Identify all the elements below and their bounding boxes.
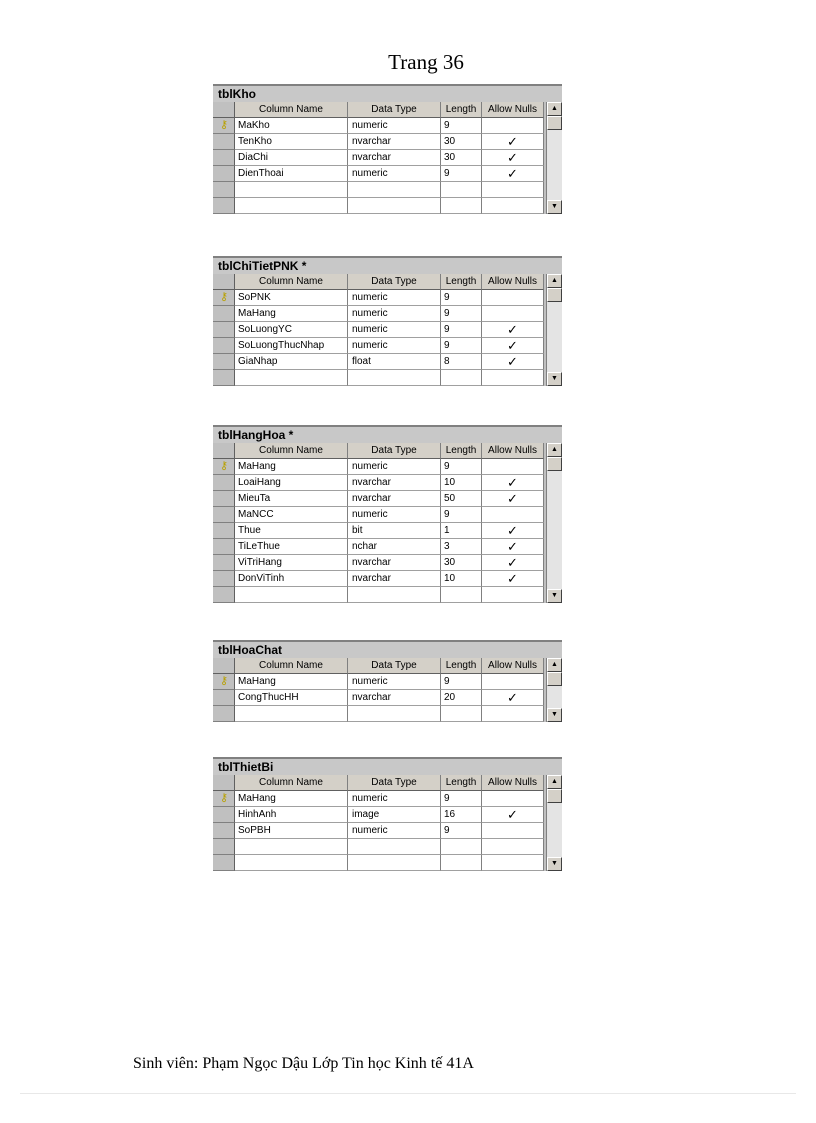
length-cell[interactable] — [441, 587, 482, 603]
checkmark-icon: ✓ — [507, 523, 518, 538]
table-row[interactable] — [213, 290, 562, 306]
footer-student-info: Sinh viên: Phạm Ngọc Dậu Lớp Tin học Kinh tế 41A — [133, 1055, 474, 1072]
length-cell[interactable]: 8 — [441, 354, 482, 370]
checkmark-icon: ✓ — [507, 807, 518, 822]
scroll-down-arrow-icon[interactable]: ▼ — [547, 200, 562, 214]
row-selector[interactable] — [213, 459, 235, 475]
row-selector[interactable] — [213, 571, 235, 587]
table-row[interactable] — [213, 338, 562, 354]
data-type-cell[interactable]: numeric — [348, 306, 441, 322]
checkmark-icon: ✓ — [507, 322, 518, 337]
header-row — [213, 775, 562, 791]
column-name-cell[interactable]: SoPNK — [235, 290, 348, 306]
column-name-cell[interactable] — [235, 182, 348, 198]
table-panel-tblkho[interactable] — [213, 84, 562, 214]
row-selector-header — [213, 102, 235, 118]
table-title: tblChiTietPNK * — [213, 258, 562, 274]
length-cell[interactable] — [441, 198, 482, 214]
data-type-cell[interactable]: numeric — [348, 507, 441, 523]
length-cell[interactable]: 9 — [441, 674, 482, 690]
allow-nulls-cell[interactable] — [482, 807, 544, 823]
allow-nulls-cell[interactable] — [482, 823, 544, 839]
data-type-cell[interactable] — [348, 587, 441, 603]
scroll-down-arrow-icon[interactable]: ▼ — [547, 708, 562, 722]
data-type-cell[interactable]: nvarchar — [348, 475, 441, 491]
column-grid[interactable] — [213, 658, 562, 722]
data-type-cell[interactable]: numeric — [348, 674, 441, 690]
allow-nulls-cell[interactable] — [482, 354, 544, 370]
allow-nulls-cell[interactable] — [482, 706, 544, 722]
length-cell[interactable]: 10 — [441, 571, 482, 587]
scroll-thumb[interactable] — [547, 789, 562, 803]
scroll-up-arrow-icon[interactable]: ▲ — [547, 443, 562, 457]
column-name-cell[interactable]: GiaNhap — [235, 354, 348, 370]
row-selector[interactable] — [213, 166, 235, 182]
column-name-cell[interactable]: LoaiHang — [235, 475, 348, 491]
column-grid[interactable] — [213, 443, 562, 603]
table-row[interactable] — [213, 674, 562, 690]
row-selector-header — [213, 274, 235, 290]
data-type-cell[interactable]: image — [348, 807, 441, 823]
scroll-up-arrow-icon[interactable]: ▲ — [547, 775, 562, 789]
allow-nulls-cell[interactable] — [482, 118, 544, 134]
length-cell[interactable]: 9 — [441, 459, 482, 475]
row-selector[interactable] — [213, 839, 235, 855]
header-column-name[interactable]: Column Name — [235, 443, 348, 459]
table-row[interactable] — [213, 539, 562, 555]
header-data-type[interactable]: Data Type — [348, 775, 441, 791]
empty-row[interactable] — [213, 706, 562, 722]
length-cell[interactable]: 30 — [441, 134, 482, 150]
checkmark-icon: ✓ — [507, 491, 518, 506]
scroll-thumb[interactable] — [547, 288, 562, 302]
scroll-down-arrow-icon[interactable]: ▼ — [547, 857, 562, 871]
length-cell[interactable]: 9 — [441, 507, 482, 523]
column-name-cell[interactable]: MieuTa — [235, 491, 348, 507]
row-selector[interactable] — [213, 587, 235, 603]
row-selector[interactable] — [213, 674, 235, 690]
column-name-cell[interactable]: MaHang — [235, 791, 348, 807]
column-name-cell[interactable]: MaKho — [235, 118, 348, 134]
header-row — [213, 658, 562, 674]
checkmark-icon: ✓ — [507, 690, 518, 705]
table-title: tblKho — [213, 86, 562, 102]
table-row[interactable] — [213, 823, 562, 839]
data-type-cell[interactable]: float — [348, 354, 441, 370]
vertical-scrollbar[interactable] — [546, 775, 562, 871]
column-name-cell[interactable]: DonViTinh — [235, 571, 348, 587]
allow-nulls-cell[interactable] — [482, 839, 544, 855]
header-data-type[interactable]: Data Type — [348, 443, 441, 459]
row-selector[interactable] — [213, 555, 235, 571]
column-name-cell[interactable] — [235, 198, 348, 214]
key-icon: ⚷ — [220, 119, 229, 131]
table-panel-tblhanghoa[interactable] — [213, 425, 562, 603]
data-type-cell[interactable]: nvarchar — [348, 690, 441, 706]
allow-nulls-cell[interactable] — [482, 855, 544, 871]
allow-nulls-cell[interactable] — [482, 134, 544, 150]
row-selector[interactable] — [213, 306, 235, 322]
row-selector[interactable] — [213, 491, 235, 507]
length-cell[interactable]: 9 — [441, 306, 482, 322]
key-icon: ⚷ — [220, 792, 229, 804]
header-column-name[interactable]: Column Name — [235, 274, 348, 290]
header-data-type[interactable]: Data Type — [348, 274, 441, 290]
header-allow-nulls[interactable]: Allow Nulls — [482, 102, 544, 118]
column-name-cell[interactable]: TiLeThue — [235, 539, 348, 555]
scroll-up-arrow-icon[interactable]: ▲ — [547, 102, 562, 116]
length-cell[interactable]: 9 — [441, 322, 482, 338]
table-row[interactable] — [213, 354, 562, 370]
page-title: Trang 36 — [388, 50, 464, 74]
row-selector[interactable] — [213, 290, 235, 306]
column-name-cell[interactable]: MaNCC — [235, 507, 348, 523]
allow-nulls-cell[interactable] — [482, 459, 544, 475]
table-panel-tblthietbi[interactable] — [213, 757, 562, 871]
allow-nulls-cell[interactable] — [482, 290, 544, 306]
scroll-up-arrow-icon[interactable]: ▲ — [547, 658, 562, 672]
vertical-scrollbar[interactable] — [546, 658, 562, 722]
column-name-cell[interactable]: DienThoai — [235, 166, 348, 182]
table-row[interactable] — [213, 459, 562, 475]
length-cell[interactable]: 50 — [441, 491, 482, 507]
header-allow-nulls[interactable]: Allow Nulls — [482, 775, 544, 791]
allow-nulls-cell[interactable] — [482, 690, 544, 706]
empty-row[interactable] — [213, 587, 562, 603]
vertical-scrollbar[interactable] — [546, 102, 562, 214]
table-row[interactable] — [213, 134, 562, 150]
table-row[interactable] — [213, 491, 562, 507]
data-type-cell[interactable] — [348, 182, 441, 198]
checkmark-icon: ✓ — [507, 134, 518, 149]
table-row[interactable] — [213, 571, 562, 587]
column-name-cell[interactable]: MaHang — [235, 306, 348, 322]
allow-nulls-cell[interactable] — [482, 507, 544, 523]
length-cell[interactable]: 3 — [441, 539, 482, 555]
table-row[interactable] — [213, 555, 562, 571]
data-type-cell[interactable]: nvarchar — [348, 150, 441, 166]
data-type-cell[interactable] — [348, 370, 441, 386]
length-cell[interactable]: 9 — [441, 791, 482, 807]
row-selector[interactable] — [213, 475, 235, 491]
table-row[interactable] — [213, 690, 562, 706]
data-type-cell[interactable]: numeric — [348, 338, 441, 354]
data-type-cell[interactable] — [348, 839, 441, 855]
allow-nulls-cell[interactable] — [482, 166, 544, 182]
table-row[interactable] — [213, 118, 562, 134]
data-type-cell[interactable]: nvarchar — [348, 134, 441, 150]
length-cell[interactable]: 9 — [441, 166, 482, 182]
column-grid[interactable] — [213, 775, 562, 871]
header-row — [213, 443, 562, 459]
row-selector[interactable] — [213, 855, 235, 871]
table-row[interactable] — [213, 807, 562, 823]
length-cell[interactable] — [441, 839, 482, 855]
checkmark-icon: ✓ — [507, 166, 518, 181]
data-type-cell[interactable]: nvarchar — [348, 555, 441, 571]
row-selector[interactable] — [213, 322, 235, 338]
column-name-cell[interactable] — [235, 587, 348, 603]
page-divider — [20, 1093, 796, 1094]
length-cell[interactable]: 9 — [441, 118, 482, 134]
table-row[interactable] — [213, 150, 562, 166]
scroll-thumb[interactable] — [547, 116, 562, 130]
table-row[interactable] — [213, 322, 562, 338]
row-selector[interactable] — [213, 807, 235, 823]
checkmark-icon: ✓ — [507, 539, 518, 554]
column-name-cell[interactable]: MaHang — [235, 674, 348, 690]
row-selector[interactable] — [213, 338, 235, 354]
allow-nulls-cell[interactable] — [482, 338, 544, 354]
table-row[interactable] — [213, 475, 562, 491]
data-type-cell[interactable]: numeric — [348, 290, 441, 306]
row-selector[interactable] — [213, 150, 235, 166]
column-name-cell[interactable]: SoLuongThucNhap — [235, 338, 348, 354]
column-name-cell[interactable]: MaHang — [235, 459, 348, 475]
key-icon: ⚷ — [220, 675, 229, 687]
allow-nulls-cell[interactable] — [482, 523, 544, 539]
column-name-cell[interactable]: CongThucHH — [235, 690, 348, 706]
row-selector-header — [213, 658, 235, 674]
length-cell[interactable] — [441, 855, 482, 871]
row-selector-header — [213, 775, 235, 791]
header-length[interactable]: Length — [441, 443, 482, 459]
allow-nulls-cell[interactable] — [482, 539, 544, 555]
column-grid[interactable] — [213, 274, 562, 386]
length-cell[interactable] — [441, 182, 482, 198]
scroll-up-arrow-icon[interactable]: ▲ — [547, 274, 562, 288]
column-name-cell[interactable]: SoLuongYC — [235, 322, 348, 338]
length-cell[interactable]: 9 — [441, 290, 482, 306]
empty-row[interactable] — [213, 370, 562, 386]
row-selector[interactable] — [213, 706, 235, 722]
column-name-cell[interactable]: DiaChi — [235, 150, 348, 166]
length-cell[interactable] — [441, 370, 482, 386]
data-type-cell[interactable]: nvarchar — [348, 571, 441, 587]
row-selector[interactable] — [213, 539, 235, 555]
header-data-type[interactable]: Data Type — [348, 658, 441, 674]
column-name-cell[interactable]: TenKho — [235, 134, 348, 150]
table-panel-tblhoachat[interactable] — [213, 640, 562, 722]
scroll-down-arrow-icon[interactable]: ▼ — [547, 589, 562, 603]
header-length[interactable]: Length — [441, 274, 482, 290]
length-cell[interactable]: 10 — [441, 475, 482, 491]
empty-row[interactable] — [213, 198, 562, 214]
table-row[interactable] — [213, 523, 562, 539]
vertical-scrollbar[interactable] — [546, 274, 562, 386]
column-name-cell[interactable]: SoPBH — [235, 823, 348, 839]
row-selector[interactable] — [213, 134, 235, 150]
column-name-cell[interactable]: Thue — [235, 523, 348, 539]
allow-nulls-cell[interactable] — [482, 674, 544, 690]
table-row[interactable] — [213, 507, 562, 523]
vertical-scrollbar[interactable] — [546, 443, 562, 603]
column-name-cell[interactable]: HinhAnh — [235, 807, 348, 823]
header-column-name[interactable]: Column Name — [235, 102, 348, 118]
length-cell[interactable]: 30 — [441, 150, 482, 166]
column-name-cell[interactable]: ViTriHang — [235, 555, 348, 571]
header-column-name[interactable]: Column Name — [235, 775, 348, 791]
header-row — [213, 274, 562, 290]
header-column-name[interactable]: Column Name — [235, 658, 348, 674]
data-type-cell[interactable]: numeric — [348, 118, 441, 134]
data-type-cell[interactable]: bit — [348, 523, 441, 539]
scroll-thumb[interactable] — [547, 457, 562, 471]
data-type-cell[interactable] — [348, 855, 441, 871]
length-cell[interactable]: 9 — [441, 338, 482, 354]
data-type-cell[interactable]: numeric — [348, 823, 441, 839]
data-type-cell[interactable]: numeric — [348, 322, 441, 338]
empty-row[interactable] — [213, 855, 562, 871]
data-type-cell[interactable] — [348, 198, 441, 214]
header-length[interactable]: Length — [441, 658, 482, 674]
allow-nulls-cell[interactable] — [482, 571, 544, 587]
row-selector-header — [213, 443, 235, 459]
data-type-cell[interactable]: nchar — [348, 539, 441, 555]
header-allow-nulls[interactable]: Allow Nulls — [482, 658, 544, 674]
row-selector[interactable] — [213, 507, 235, 523]
header-data-type[interactable]: Data Type — [348, 102, 441, 118]
length-cell[interactable] — [441, 706, 482, 722]
column-name-cell[interactable] — [235, 370, 348, 386]
data-type-cell[interactable] — [348, 706, 441, 722]
key-icon: ⚷ — [220, 460, 229, 472]
allow-nulls-cell[interactable] — [482, 555, 544, 571]
table-row[interactable] — [213, 166, 562, 182]
checkmark-icon: ✓ — [507, 571, 518, 586]
length-cell[interactable]: 9 — [441, 823, 482, 839]
row-selector[interactable] — [213, 118, 235, 134]
allow-nulls-cell[interactable] — [482, 370, 544, 386]
table-panel-tblchitietpnk[interactable] — [213, 256, 562, 386]
column-name-cell[interactable] — [235, 839, 348, 855]
checkmark-icon: ✓ — [507, 354, 518, 369]
checkmark-icon: ✓ — [507, 338, 518, 353]
table-title: tblHoaChat — [213, 642, 562, 658]
empty-row[interactable] — [213, 839, 562, 855]
allow-nulls-cell[interactable] — [482, 322, 544, 338]
table-row[interactable] — [213, 791, 562, 807]
row-selector[interactable] — [213, 198, 235, 214]
header-length[interactable]: Length — [441, 102, 482, 118]
table-title: tblThietBi — [213, 759, 562, 775]
allow-nulls-cell[interactable] — [482, 475, 544, 491]
column-name-cell[interactable] — [235, 855, 348, 871]
row-selector[interactable] — [213, 354, 235, 370]
header-row — [213, 102, 562, 118]
header-allow-nulls[interactable]: Allow Nulls — [482, 443, 544, 459]
row-selector[interactable] — [213, 823, 235, 839]
allow-nulls-cell[interactable] — [482, 306, 544, 322]
empty-row[interactable] — [213, 182, 562, 198]
allow-nulls-cell[interactable] — [482, 198, 544, 214]
row-selector[interactable] — [213, 791, 235, 807]
scroll-thumb[interactable] — [547, 672, 562, 686]
row-selector[interactable] — [213, 370, 235, 386]
data-type-cell[interactable]: numeric — [348, 791, 441, 807]
header-allow-nulls[interactable]: Allow Nulls — [482, 274, 544, 290]
allow-nulls-cell[interactable] — [482, 182, 544, 198]
allow-nulls-cell[interactable] — [482, 587, 544, 603]
length-cell[interactable]: 30 — [441, 555, 482, 571]
column-name-cell[interactable] — [235, 706, 348, 722]
column-grid[interactable] — [213, 102, 562, 214]
row-selector[interactable] — [213, 523, 235, 539]
checkmark-icon: ✓ — [507, 150, 518, 165]
length-cell[interactable]: 16 — [441, 807, 482, 823]
data-type-cell[interactable]: nvarchar — [348, 491, 441, 507]
row-selector[interactable] — [213, 182, 235, 198]
row-selector[interactable] — [213, 690, 235, 706]
length-cell[interactable]: 20 — [441, 690, 482, 706]
data-type-cell[interactable]: numeric — [348, 166, 441, 182]
allow-nulls-cell[interactable] — [482, 791, 544, 807]
table-row[interactable] — [213, 306, 562, 322]
scroll-down-arrow-icon[interactable]: ▼ — [547, 372, 562, 386]
key-icon: ⚷ — [220, 291, 229, 303]
table-title: tblHangHoa * — [213, 427, 562, 443]
checkmark-icon: ✓ — [507, 475, 518, 490]
length-cell[interactable]: 1 — [441, 523, 482, 539]
header-length[interactable]: Length — [441, 775, 482, 791]
allow-nulls-cell[interactable] — [482, 150, 544, 166]
allow-nulls-cell[interactable] — [482, 491, 544, 507]
data-type-cell[interactable]: numeric — [348, 459, 441, 475]
checkmark-icon: ✓ — [507, 555, 518, 570]
